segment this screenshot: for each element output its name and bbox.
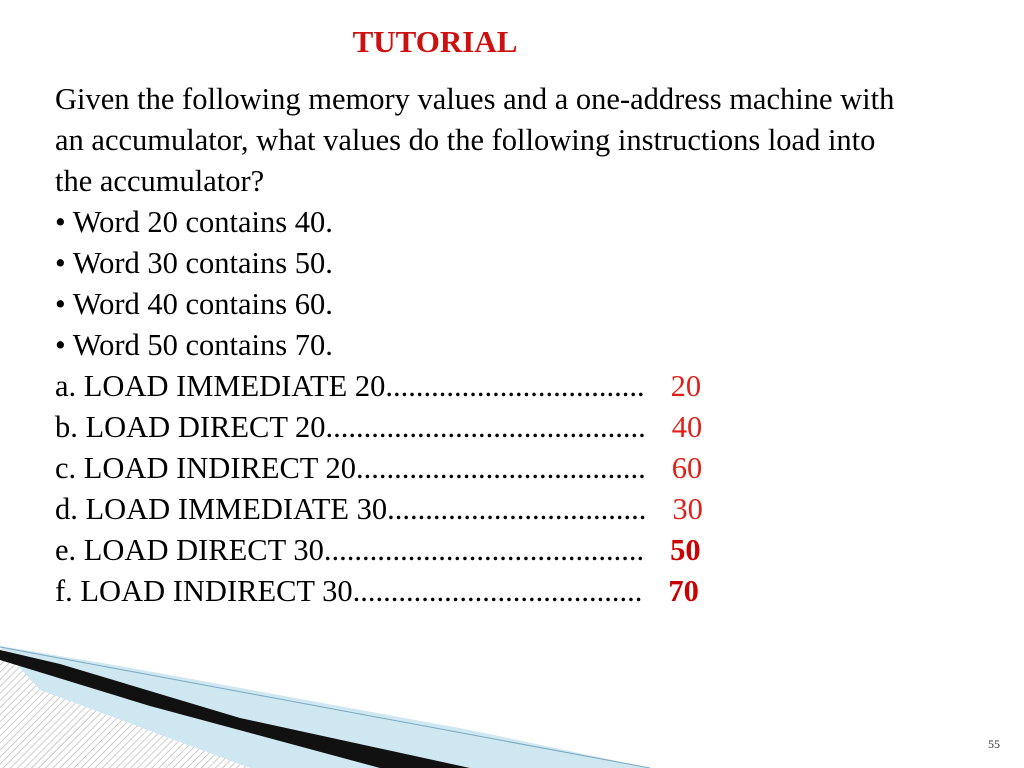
instruction-answer: 30	[672, 492, 703, 526]
instruction-label: b. LOAD DIRECT 20..........................................	[55, 410, 646, 444]
instruction-answer: 70	[668, 574, 699, 608]
instruction-row	[55, 489, 1005, 530]
instruction-answer: 20	[670, 369, 702, 403]
instruction-row	[55, 530, 1005, 571]
slide-content	[55, 79, 1005, 612]
slide-title: TUTORIAL	[352, 24, 518, 59]
intro-line-3: the accumulator?	[55, 164, 265, 198]
memory-item: • Word 40 contains 60.	[55, 287, 333, 321]
instruction-row	[55, 407, 1005, 448]
slide-number: 55	[988, 737, 1000, 751]
instruction-row	[55, 366, 1005, 407]
instruction-answer: 40	[671, 410, 703, 444]
intro-line-1: Given the following memory values and a one-address machine with	[55, 82, 895, 116]
instruction-label: e. LOAD DIRECT 30..........................................	[55, 533, 645, 567]
memory-item: • Word 20 contains 40.	[55, 205, 333, 239]
instruction-row	[55, 448, 1005, 489]
instruction-answer: 60	[671, 451, 703, 485]
decor-light-swoosh	[0, 646, 650, 768]
instruction-label: d. LOAD IMMEDIATE 30..................................	[55, 492, 647, 526]
decor-hatch	[0, 648, 470, 768]
instruction-row	[55, 571, 1005, 612]
instruction-label: a. LOAD IMMEDIATE 20..................................	[55, 369, 645, 403]
decor-dark-swoosh	[0, 650, 470, 768]
memory-item: • Word 30 contains 50.	[55, 246, 333, 280]
memory-item: • Word 50 contains 70.	[55, 328, 333, 362]
intro-line-2: an accumulator, what values do the following instructions load into	[55, 123, 876, 157]
instruction-label: c. LOAD INDIRECT 20......................................	[55, 451, 646, 485]
instruction-answer: 50	[670, 533, 701, 567]
instruction-label: f. LOAD INDIRECT 30......................................	[55, 574, 643, 608]
